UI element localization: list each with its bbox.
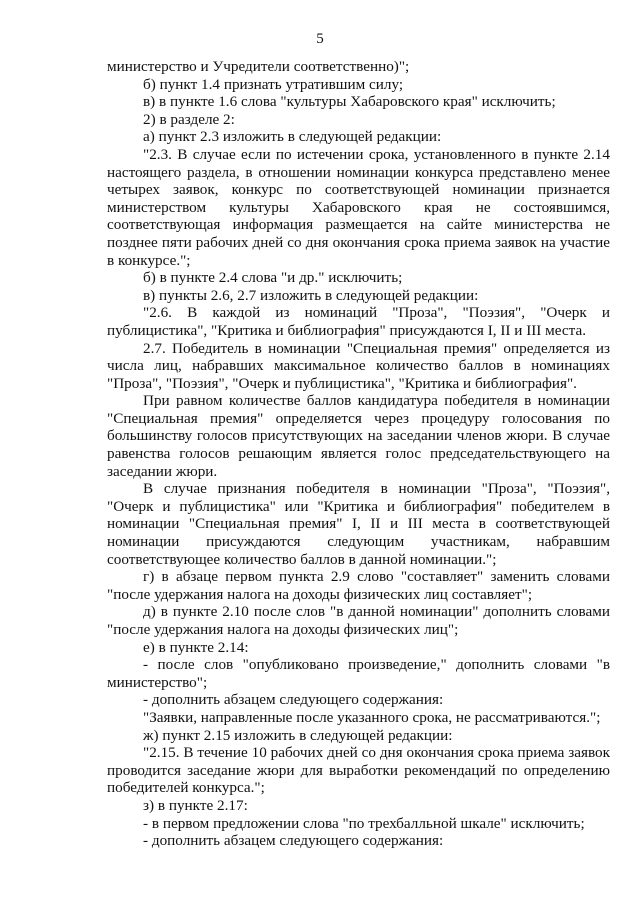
paragraph: б) в пункте 2.4 слова "и др." исключить;	[143, 269, 403, 287]
paragraph: "2.3. В случае если по истечении срока, установленного в пункте 2.14 настоящего раздела, в отношении номинации конкурса представлено менее четырех заявок, конкурс по соответствующей номинации признается министерством культуры Хабаровского края не состоявшимся, соответствующая информация размещается на сайте министерства не позднее пяти рабочих дней со дня окончания срока приема заявок на участие в конкурсе.";	[107, 145, 610, 269]
paragraph: в) в пункте 1.6 слова "культуры Хабаровского края" исключить;	[143, 93, 556, 111]
paragraph: - дополнить абзацем следующего содержания:	[143, 832, 444, 850]
paragraph: При равном количестве баллов кандидатура победителя в номинации "Специальная премия" определяется через процедуру голосования по большинству голосов присутствующих на заседании членов жюри. В случае равенства голосов решающим является голос председательствующего на заседании жюри.	[107, 392, 610, 480]
paragraph: а) пункт 2.3 изложить в следующей редакции:	[143, 128, 442, 146]
paragraph: В случае признания победителя в номинации "Проза", "Поэзия", "Очерк и публицистика" или "Критика и библиография" победителем в номинации "Специальная премия" I, II и III места в соответствующей номинации присуждаются следующим участникам, набравшим соответствующее количество баллов в данной номинации.";	[107, 480, 610, 568]
paragraph: в) пункты 2.6, 2.7 изложить в следующей редакции:	[143, 286, 479, 304]
paragraph: - в первом предложении слова "по трехбалльной шкале" исключить;	[143, 814, 585, 832]
page-number: 5	[316, 31, 324, 47]
paragraph: 2.7. Победитель в номинации "Специальная премия" определяется из числа лиц, набравших максимальное количество баллов в номинациях "Проза", "Поэзия", "Очерк и публицистика", "Критика и библиография".	[107, 339, 610, 392]
paragraph: - дополнить абзацем следующего содержания:	[143, 691, 444, 709]
paragraph: - после слов "опубликовано произведение," дополнить словами "в министерство";	[107, 656, 610, 691]
paragraph: д) в пункте 2.10 после слов "в данной номинации" дополнить словами "после удержания налога на доходы физических лиц";	[107, 603, 610, 638]
paragraph: "2.15. В течение 10 рабочих дней со дня окончания срока приема заявок проводится заседание жюри для выработки рекомендаций по определению победителей конкурса.";	[107, 744, 610, 797]
paragraph: "2.6. В каждой из номинаций "Проза", "Поэзия", "Очерк и публицистика", "Критика и библиография" присуждаются I, II и III места.	[107, 304, 610, 339]
document-body	[107, 58, 610, 850]
paragraph: з) в пункте 2.17:	[143, 796, 248, 814]
paragraph: г) в абзаце первом пункта 2.9 слово "составляет" заменить словами "после удержания налога на доходы физических лиц составляет";	[107, 568, 610, 603]
paragraph: министерство и Учредители соответственно)";	[107, 58, 410, 75]
paragraph: е) в пункте 2.14:	[143, 638, 249, 656]
paragraph: 2) в разделе 2:	[143, 110, 235, 128]
paragraph: б) пункт 1.4 признать утратившим силу;	[143, 75, 404, 93]
paragraph: "Заявки, направленные после указанного срока, не рассматриваются.";	[143, 708, 601, 726]
paragraph: ж) пункт 2.15 изложить в следующей редакции:	[143, 726, 453, 744]
